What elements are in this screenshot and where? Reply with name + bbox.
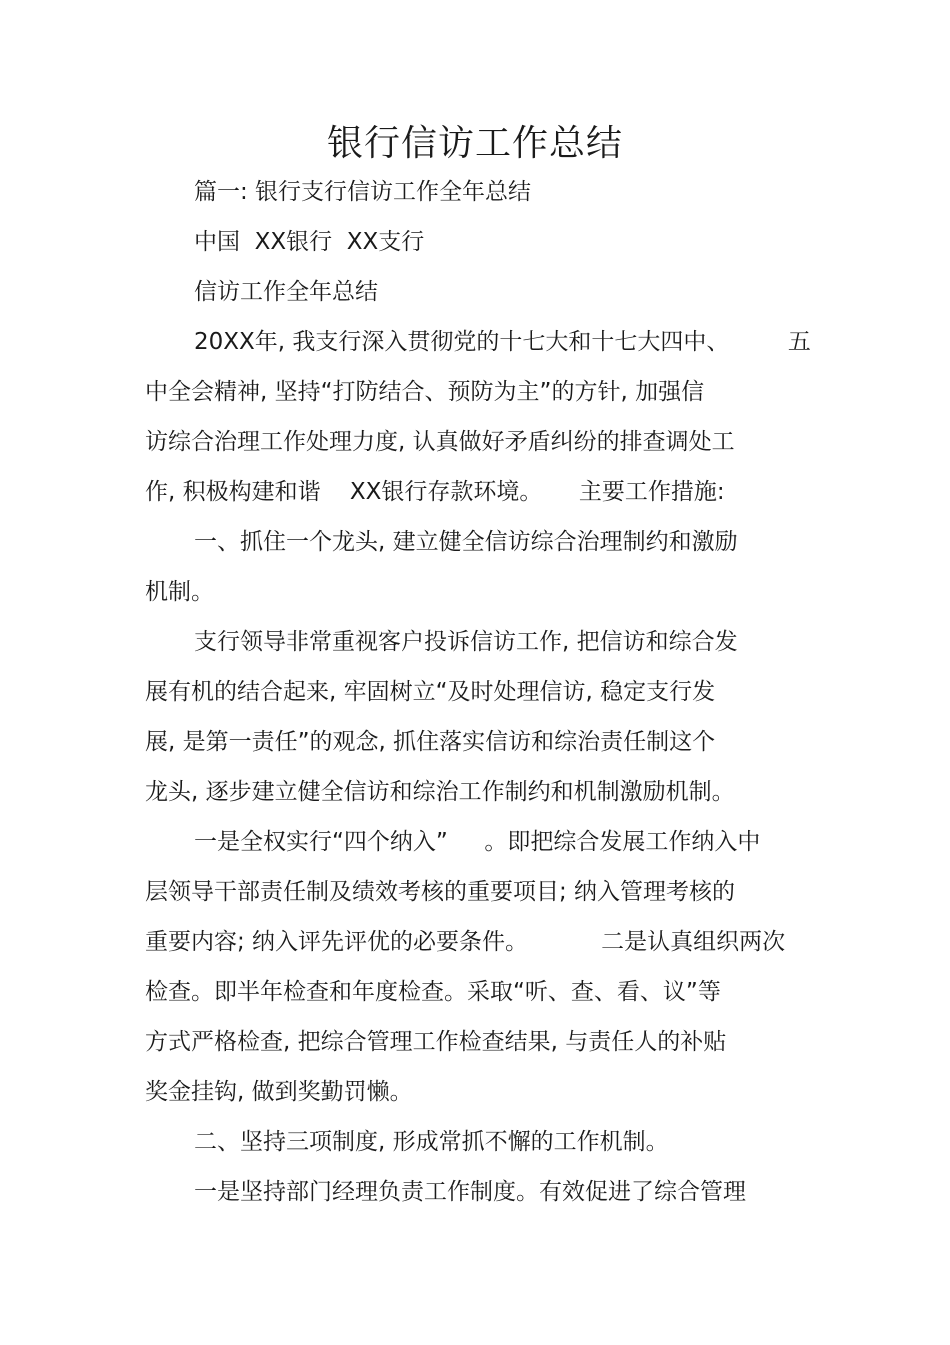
text-line: 层领导干部责任制及绩效考核的重要项目; 纳入管理考核的 [145,879,736,905]
text-line: 奖金挂钩, 做到奖勤罚懒。 [145,1079,413,1105]
text-line: 二、坚持三项制度, 形成常抓不懈的工作机制。 [194,1129,669,1155]
text-line: 篇一: 银行支行信访工作全年总结 [194,179,532,205]
text-line: 展有机的结合起来, 牢固树立“及时处理信访, 稳定支行发 [145,679,716,705]
text-line: 检查。即半年检查和年度检查。采取“听、查、看、议”等 [145,979,721,1005]
text-line: 方式严格检查, 把综合管理工作检查结果, 与责任人的补贴 [145,1029,727,1055]
text-line: 中全会精神, 坚持“打防结合、预防为主”的方针, 加强信 [145,379,705,405]
document-title: 银行信访工作总结 [326,123,623,164]
text-line: 一、抓住一个龙头, 建立健全信访综合治理制约和激励 [194,529,738,555]
text-line: 访综合治理工作处理力度, 认真做好矛盾纠纷的排查调处工 [145,429,735,455]
text-line: 中国 XX银行 XX支行 [194,229,425,255]
text-line: 一是坚持部门经理负责工作制度。有效促进了综合管理 [194,1179,746,1205]
text-line: 支行领导非常重视客户投诉信访工作, 把信访和综合发 [194,629,738,655]
text-line: 20XX年, 我支行深入贯彻党的十七大和十七大四中、 五 [194,329,811,355]
text-line: 机制。 [145,579,214,605]
text-line: 展, 是第一责任”的观念, 抓住落实信访和综治责任制这个 [145,729,716,755]
text-line: 龙头, 逐步建立健全信访和综治工作制约和机制激励机制。 [145,779,735,805]
text-line: 信访工作全年总结 [194,279,378,305]
text-line: 作, 积极构建和谐 XX银行存款环境。 主要工作措施: [145,479,725,505]
text-line: 重要内容; 纳入评先评优的必要条件。 二是认真组织两次 [145,929,786,955]
text-line: 一是全权实行“四个纳入” 。即把综合发展工作纳入中 [194,829,761,855]
